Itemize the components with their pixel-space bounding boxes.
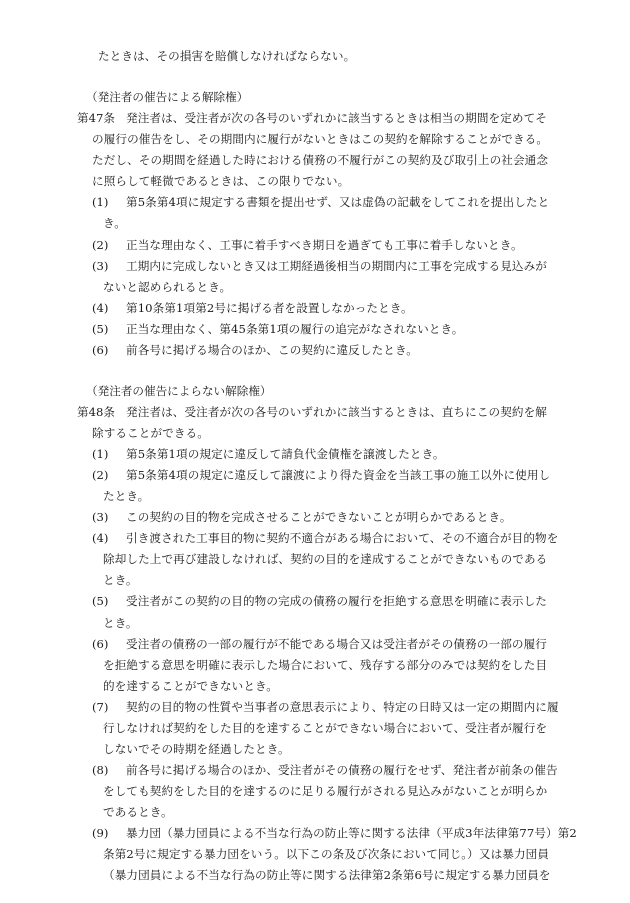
article-47-line: の履行の催告をし、その期間内に履行がないときはこの契約を解除することができる。 — [92, 132, 549, 146]
item-text: 前各号に掲げる場合のほか、受注者がその債務の履行をせず、発注者が前条の催告 — [126, 763, 558, 777]
item-number: (3) — [92, 510, 109, 524]
item-number: (5) — [92, 322, 109, 336]
article-47-line: に照らして軽微であるときは、この限りでない。 — [92, 174, 350, 188]
article-48-heading: （発注者の催告によらない解除権） — [86, 384, 272, 398]
item-number: (8) — [92, 763, 109, 777]
item-text: 第10条第1項第2号に掲げる者を設置しなかったとき。 — [126, 301, 413, 315]
article-48-number: 第48条 — [77, 405, 115, 419]
item-text: ないと認められるとき。 — [103, 280, 232, 294]
item-number: (7) — [92, 700, 109, 714]
item-text: 暴力団（暴力団員による不当な行為の防止等に関する法律（平成3年法律第77号）第2 — [126, 826, 577, 840]
item-number: (5) — [92, 594, 109, 608]
item-text: 正当な理由なく、工事に着手すべき期日を過ぎても工事に着手しないとき。 — [126, 238, 523, 252]
item-text: とき。 — [103, 573, 138, 587]
item-text: 除却した上で再び建設しなければ、契約の目的を達成することができないものである — [103, 552, 548, 566]
item-number: (9) — [92, 826, 109, 840]
item-text: この契約の目的物を完成させることができないことが明らかであるとき。 — [126, 510, 512, 524]
item-text: き。 — [103, 216, 126, 230]
item-text: 前各号に掲げる場合のほか、この契約に違反したとき。 — [126, 343, 418, 357]
item-text: しないでその時期を経過したとき。 — [103, 742, 290, 756]
item-text: 正当な理由なく、第45条第1項の履行の追完がなされないとき。 — [126, 322, 464, 336]
item-number: (1) — [92, 447, 109, 461]
item-number: (1) — [92, 195, 109, 209]
item-number: (4) — [92, 531, 109, 545]
continuation-text: たときは、その損害を賠償しなければならない。 — [98, 49, 356, 63]
item-text: 第5条第1項の規定に違反して請負代金債権を譲渡したとき。 — [126, 447, 445, 461]
item-number: (4) — [92, 301, 109, 315]
item-text: 受注者がこの契約の目的物の完成の債務の履行を拒絶する意思を明確に表示した — [126, 594, 547, 608]
article-48-line: 発注者は、受注者が次の各号のいずれかに該当するときは、直ちにこの契約を解 — [126, 405, 547, 419]
item-number: (2) — [92, 468, 109, 482]
item-text: 契約の目的物の性質や当事者の意思表示により、特定の日時又は一定の期間内に履 — [126, 700, 559, 714]
item-text: たとき。 — [103, 489, 150, 503]
item-text: （暴力団員による不当な行為の防止等に関する法律第2条第6号に規定する暴力団員を — [103, 868, 551, 882]
article-47-heading: （発注者の催告による解除権） — [86, 90, 249, 104]
item-text: 工期内に完成しないとき又は工期経過後相当の期間内に工事を完成する見込みが — [126, 259, 547, 273]
item-number: (6) — [92, 343, 109, 357]
item-text: 引き渡された工事目的物に契約不適合がある場合において、その不適合が目的物を — [126, 531, 559, 545]
article-48-line: 除することができる。 — [92, 426, 209, 440]
item-text: 第5条第4項に規定する書類を提出せず、又は虚偽の記載をしてこれを提出したと — [126, 195, 550, 209]
item-text: 行しなければ契約をした目的を達することができない場合において、受注者が履行を — [103, 721, 548, 735]
item-text: 第5条第4項の規定に違反して譲渡により得た資金を当該工事の施工以外に使用し — [126, 468, 551, 482]
item-text: とき。 — [103, 616, 138, 630]
item-text: 受注者の債務の一部の履行が不能である場合又は受注者がその債務の一部の履行 — [126, 637, 547, 651]
article-47-line: 発注者は、受注者が次の各号のいずれかに該当するときは相当の期間を定めてそ — [126, 111, 547, 125]
item-number: (6) — [92, 637, 109, 651]
article-47-number: 第47条 — [77, 111, 115, 125]
item-number: (2) — [92, 238, 109, 252]
item-number: (3) — [92, 259, 109, 273]
item-text: を拒絶する意思を明確に表示した場合において、残存する部分のみでは契約をした目 — [103, 658, 548, 672]
item-text: 条第2号に規定する暴力団をいう。以下この条及び次条において同じ。）又は暴力団員 — [103, 847, 550, 861]
article-47-line: ただし、その期間を経過した時における債務の不履行がこの契約及び取引上の社会通念 — [92, 153, 549, 167]
item-text: であるとき。 — [103, 805, 173, 819]
item-text: をしても契約をした目的を達するのに足りる履行がされる見込みがないことが明らか — [103, 784, 548, 798]
item-text: 的を達することができないとき。 — [103, 679, 278, 693]
